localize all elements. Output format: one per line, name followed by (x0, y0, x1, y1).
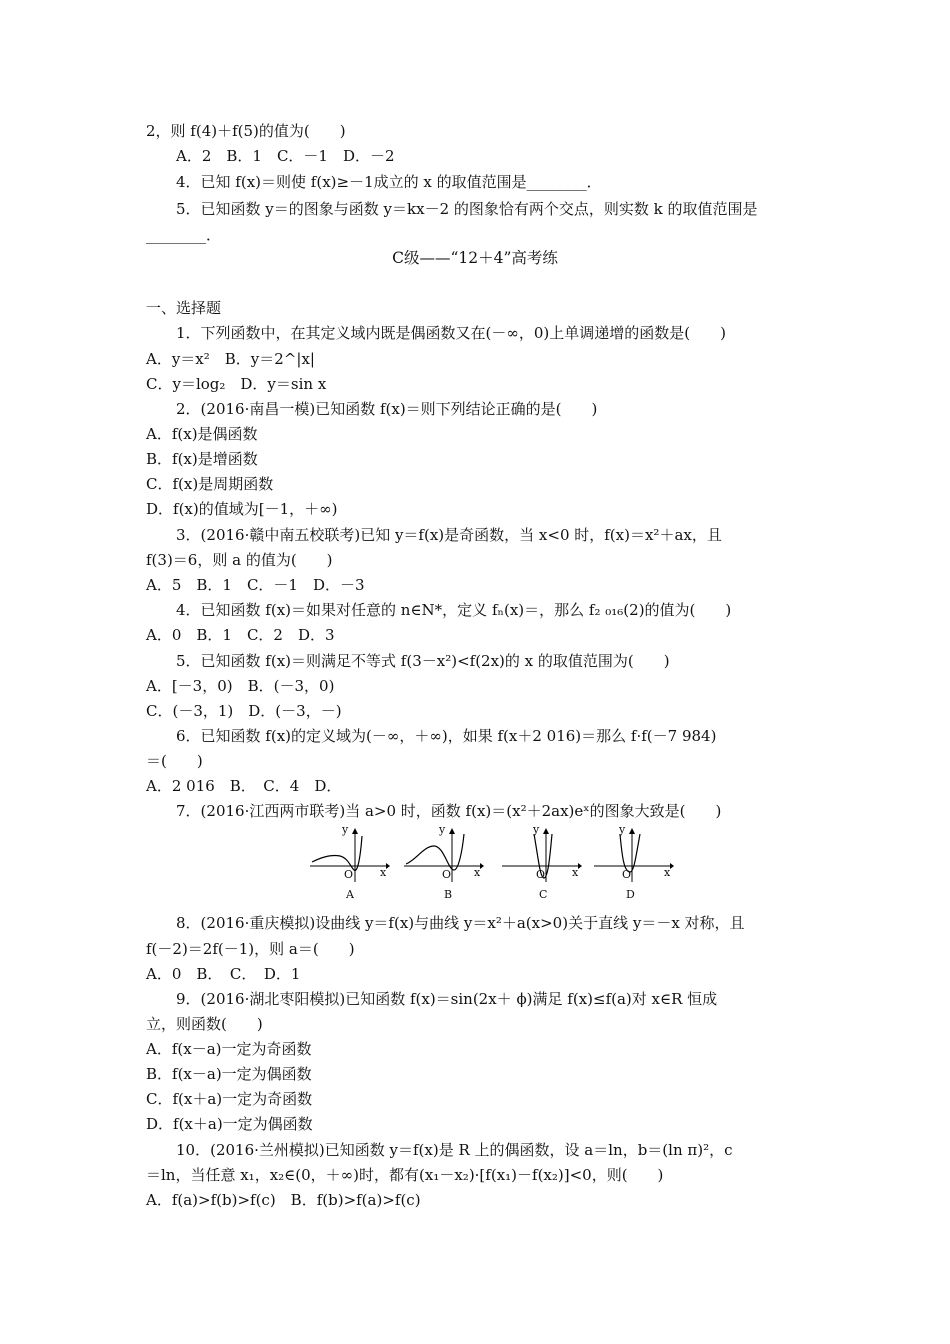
text-line: A．f(x)是偶函数 (146, 425, 258, 443)
axis-label-x: x (664, 866, 671, 879)
text-line: D．f(x)的值域为[－1，＋∞) (146, 500, 338, 518)
text-line: 7．(2016·江西两市联考)当 a>0 时，函数 f(x)＝(x²＋2ax)eˣ的图象大致是( ) (176, 802, 722, 820)
axis-label-x: x (474, 866, 481, 879)
text-line: C．y＝log₂ D．y＝sin x (146, 375, 327, 393)
axis-label-y: y (342, 823, 349, 836)
text-line: 10．(2016·兰州模拟)已知函数 y＝f(x)是 R 上的偶函数，设 a＝ln，b＝(ln π)²，c (176, 1141, 733, 1159)
text-line: ＝ln，当任意 x₁，x₂∈(0，＋∞)时，都有(x₁－x₂)·[f(x₁)－f(x₂)]<0，则( ) (146, 1166, 664, 1184)
graph-option-b (404, 823, 484, 901)
text-line: ＝( ) (146, 752, 203, 770)
text-line: ________． (146, 226, 222, 244)
text-line: B．f(x－a)一定为偶函数 (146, 1065, 312, 1083)
graph-label: C (539, 888, 548, 901)
graph-label: B (444, 888, 453, 901)
text-line: 2．(2016·南昌一模)已知函数 f(x)＝则下列结论正确的是( ) (176, 400, 598, 418)
text-line: 4．已知 f(x)＝则使 f(x)≥－1成立的 x 的取值范围是________． (176, 173, 602, 191)
text-line: 1．下列函数中，在其定义域内既是偶函数又在(－∞，0)上单调递增的函数是( ) (176, 324, 726, 342)
text-line: A．f(x－a)一定为奇函数 (146, 1040, 312, 1058)
text-line: 9．(2016·湖北枣阳模拟)已知函数 f(x)＝sin(2x＋ ϕ)满足 f(x)≤f(a)对 x∈R 恒成 (176, 990, 718, 1008)
graph-option-d (594, 823, 674, 901)
text-line: C．f(x)是周期函数 (146, 475, 274, 493)
text-line: 6．已知函数 f(x)的定义域为(－∞，＋∞)，如果 f(x＋2 016)＝那么 f·f(－7 984) (176, 727, 717, 745)
text-line: A．0 B．1 C．2 D．3 (146, 626, 335, 644)
text-line: f(－2)＝2f(－1)，则 a＝( ) (146, 940, 355, 958)
text-line: A．2 016 B． C．4 D． (146, 777, 342, 795)
text-line: A．f(a)>f(b)>f(c) B．f(b)>f(a)>f(c) (146, 1191, 421, 1209)
text-line: 5．已知函数 f(x)＝则满足不等式 f(3－x²)<f(2x)的 x 的取值范围为( ) (176, 652, 670, 670)
text-line: 8．(2016·重庆模拟)设曲线 y＝f(x)与曲线 y＝x²＋a(x>0)关于直线 y＝－x 对称，且 (176, 914, 745, 932)
text-line: A．0 B． C． D．1 (146, 965, 301, 983)
graph-label: A (346, 888, 354, 901)
section-title: 一、选择题 (146, 299, 222, 317)
axis-label-y: y (439, 823, 446, 836)
text-line: A．5 B．1 C．－1 D．－3 (146, 576, 365, 594)
text-line: A．2 B．1 C．－1 D．－2 (176, 147, 395, 165)
text-line: D．f(x＋a)一定为偶函数 (146, 1115, 313, 1133)
text-line: 5．已知函数 y＝的图象与函数 y＝kx－2 的图象恰有两个交点，则实数 k 的取值范围是 (176, 200, 758, 218)
graph-option-a (310, 823, 390, 901)
graph-option-c (502, 823, 582, 901)
text-line: A．[－3，0) B．(－3，0) (146, 677, 335, 695)
text-line: 立，则函数( ) (146, 1015, 263, 1033)
axis-label-y: y (533, 823, 540, 836)
graph-label: D (626, 888, 635, 901)
text-line: A．y＝x² B．y＝2^|x| (146, 350, 315, 368)
text-line: B．f(x)是增函数 (146, 450, 258, 468)
axis-label-x: x (380, 866, 387, 879)
origin-label: O (622, 868, 632, 881)
axis-label-y: y (619, 823, 626, 836)
section-heading: C级——“12＋4”高考练 (392, 249, 558, 267)
text-line: 3．(2016·赣中南五校联考)已知 y＝f(x)是奇函数，当 x<0 时，f(x)＝x²＋ax，且 (176, 526, 722, 544)
text-line: C．f(x＋a)一定为奇函数 (146, 1090, 313, 1108)
text-line: 2，则 f(4)＋f(5)的值为( ) (146, 122, 346, 140)
graph-d-plot (594, 826, 674, 884)
origin-label: O (536, 868, 546, 881)
origin-label: O (344, 868, 354, 881)
text-line: 4．已知函数 f(x)＝如果对任意的 n∈N*，定义 fₙ(x)＝，那么 f₂ ₀₁₆(2)的值为( ) (176, 601, 732, 619)
origin-label: O (442, 868, 452, 881)
text-line: f(3)＝6，则 a 的值为( ) (146, 551, 333, 569)
text-line: C．(－3，1) D．(－3，－) (146, 702, 342, 720)
axis-label-x: x (572, 866, 579, 879)
